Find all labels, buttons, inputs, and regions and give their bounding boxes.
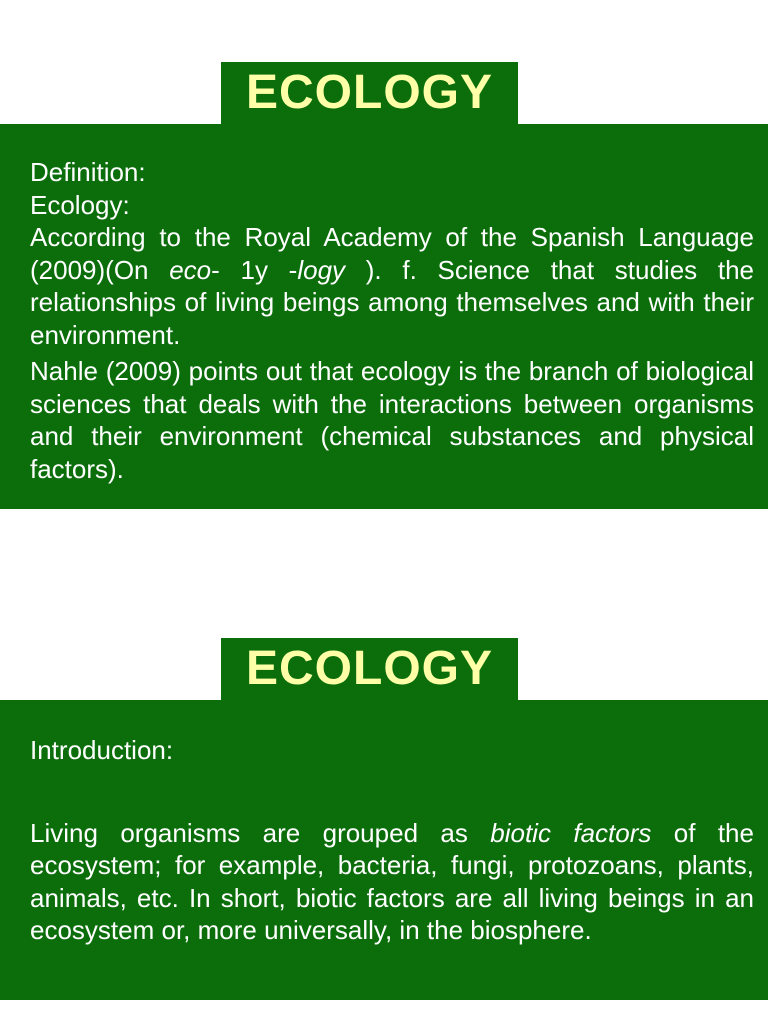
biotic-factors-paragraph <box>30 817 754 947</box>
rae-text-part1: According to the Royal Academy of the Spanish Language (2009)(On <box>30 222 754 285</box>
nahle-paragraph: Nahle (2009) points out that ecology is the branch of biological sciences that deals with the interactions between organisms and their environment (chemical substances and physical factors). <box>30 356 754 484</box>
slide2-panel <box>0 700 768 1000</box>
slide1-title: ECOLOGY <box>221 62 518 126</box>
introduction-label: Introduction: <box>30 735 174 765</box>
rae-logy-term: logy <box>297 254 346 285</box>
rae-text-part3: ). f. Science that studies the relationships of living beings among themselves and with their environment. <box>30 254 755 350</box>
slide1-panel <box>0 124 768 509</box>
rae-eco-term: eco <box>169 254 212 285</box>
slide2-title: ECOLOGY <box>221 638 518 702</box>
biotic-factors-term: biotic factors <box>490 817 652 848</box>
biotic-text-part1: Living organisms are grouped as <box>30 817 491 848</box>
biotic-text-part2: of the ecosystem; for example, bacteria, fungi, protozoans, plants, animals, etc. In short, biotic factors are all living beings in an ecosystem or, more universally, in the biosphere. <box>30 817 754 945</box>
rae-definition-paragraph <box>30 221 754 351</box>
rae-text-part2: - 1y - <box>211 254 298 285</box>
definition-label: Definition: <box>30 157 146 187</box>
ecology-label: Ecology: <box>30 189 130 220</box>
